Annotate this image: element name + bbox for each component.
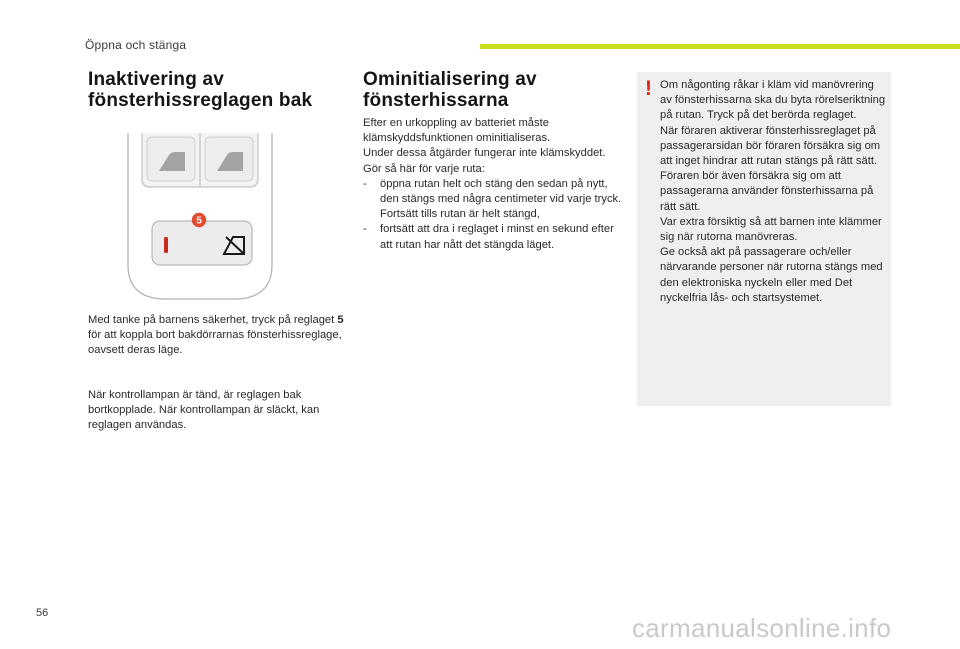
step-text: öppna rutan helt och stäng den sedan på nytt, den stängs med några centimeter vid varje tryck. Fortsätt tills rutan är helt stängd, [380,177,622,221]
list-dash: - [363,177,367,190]
page-number: 56 [36,607,49,619]
body-line: Efter en urkoppling av batteriet måste klämskyddsfunktionen ominitialiseras. [363,117,551,145]
warning-line: Ge också akt på passagerare och/eller närvarande personer när rutorna stängs med den elektroniska nyckeln eller med Det nyckelfria lås- och startsystemet. [660,246,883,304]
list-dash: - [363,223,367,236]
warning-line: När föraren aktiverar fönsterhissreglaget på passagerarsidan bör föraren försäkra sig om att inget hindrar att rutan stängs på rätt sätt. [660,124,881,168]
watermark: carmanualsonline.info [632,613,892,643]
left-title-line-2: fönsterhissreglagen bak [88,90,313,111]
window-switch-icon [147,137,195,181]
warning-icon: ! [645,77,652,100]
step-text: fortsätt att dra i reglaget i minst en sekund efter att rutan har nått det stängda läget. [380,223,614,251]
header-accent-rule [480,44,960,49]
middle-body [363,116,623,253]
left-section-title [88,69,358,111]
step-item [363,222,623,252]
warning-line: Föraren bör även försäkra sig om att passagerarna använder fönsterhissarna på rätt sätt. [660,170,874,213]
warning-text [660,78,887,306]
middle-title-line-2: fönsterhissarna [363,90,509,111]
left-para1-text-end: för att koppla bort bakdörrarnas fönsterhissreglage, oavsett deras läge. [88,329,342,357]
warning-line: Var extra försiktig så att barnen inte klämmer sig när rutorna manövreras. [660,215,882,244]
left-paragraph-2: När kontrollampan är tänd, är reglagen bak bortkopplade. När kontrollampan är släckt, kan reglagen användas. [88,389,320,432]
indicator-lamp-icon [164,237,168,253]
middle-title-line-1: Ominitialisering av [363,69,537,90]
warning-line: Om någonting råkar i kläm vid manövrering av fönsterhissarna ska du byta rörelseriktning på rutan. Tryck på det berörda reglaget. [660,79,886,122]
callout-marker [191,212,207,228]
body-line: Gör så här för varje ruta: [363,162,485,175]
reference-number: 5 [337,314,344,326]
step-item [363,177,623,223]
body-line: Under dessa åtgärder fungerar inte klämskyddet. [363,147,606,160]
window-switch-icon [205,137,253,181]
middle-section-title [363,69,623,111]
callout-number: 5 [196,215,202,227]
left-paragraph-1 [88,313,350,359]
section-header: Öppna och stänga [85,38,187,52]
left-title-line-1: Inaktivering av [88,69,225,90]
left-para1-text: Med tanke på barnens säkerhet, tryck på reglaget [88,314,338,326]
